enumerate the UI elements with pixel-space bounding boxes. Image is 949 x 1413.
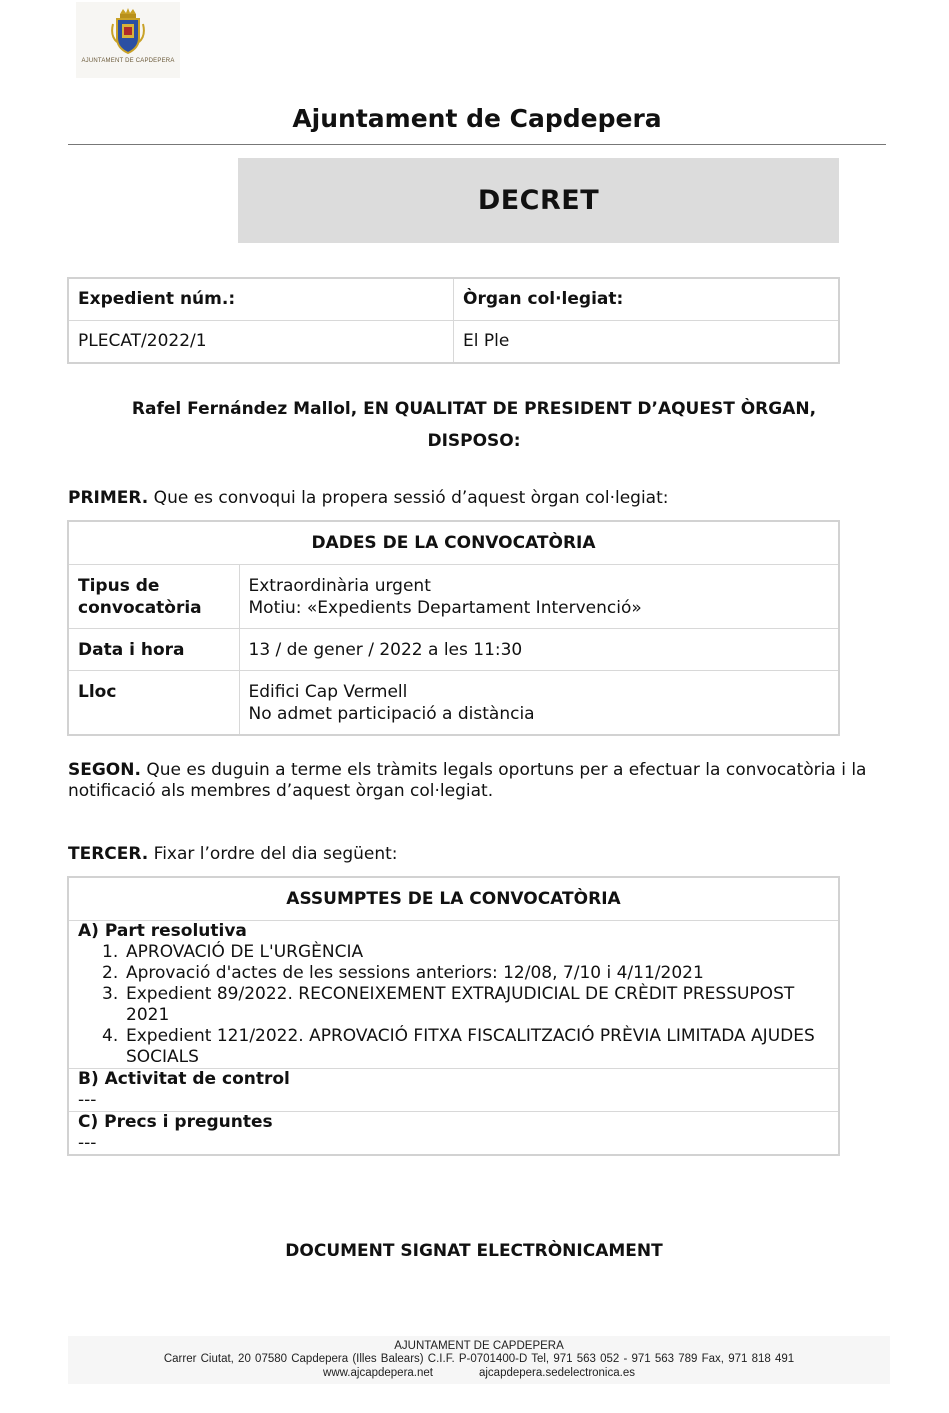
expedient-table	[67, 277, 840, 364]
part-b-content: ---	[78, 1090, 97, 1110]
table-row	[68, 671, 839, 736]
primer-label: PRIMER.	[68, 488, 149, 508]
president-statement	[68, 393, 880, 457]
row-value: Edifici Cap Vermell No admet participació a distància	[239, 671, 839, 736]
part-a	[68, 921, 839, 1069]
list-item: APROVACIÓ DE L'URGÈNCIA	[126, 942, 364, 962]
segon-label: SEGON.	[68, 760, 141, 780]
row-value: Extraordinària urgent Motiu: «Expedients Departament Intervenció»	[239, 565, 839, 629]
document-type: DECRET	[477, 185, 600, 216]
coat-of-arms-icon	[109, 8, 147, 56]
segon-text: Que es duguin a terme els tràmits legals oportuns per a efectuar la convocatòria i la notificació als membres d’aquest òrgan col·legiat.	[68, 760, 867, 801]
convocatoria-header: DADES DE LA CONVOCATÒRIA	[68, 521, 839, 565]
primer-text: Que es convoqui la propera sessió d’aquest òrgan col·legiat:	[148, 488, 669, 508]
table-row	[68, 877, 839, 921]
footer-links	[68, 1367, 890, 1379]
list-item: Expedient 89/2022. RECONEIXEMENT EXTRAJUDICIAL DE CRÈDIT PRESSUPOST 2021	[126, 984, 795, 1025]
footer-contact: Carrer Ciutat, 20 07580 Capdepera (Illes Balears) C.I.F. P-0701400-D Tel, 971 563 052 - 971 563 789 Fax, 971 818 491	[163, 1353, 795, 1365]
organ-label: Òrgan col·legiat:	[454, 278, 840, 321]
table-row	[68, 278, 839, 321]
part-b-title: B) Activitat de control	[78, 1069, 290, 1089]
tercer-label: TERCER.	[68, 844, 149, 864]
row-label: Data i hora	[68, 629, 239, 671]
table-row	[68, 1069, 839, 1112]
list-item: Aprovació d'actes de les sessions anteriors: 12/08, 7/10 i 4/11/2021	[126, 963, 704, 983]
part-c-title: C) Precs i preguntes	[78, 1112, 273, 1132]
primer-paragraph	[68, 488, 898, 509]
part-a-title: A) Part resolutiva	[78, 921, 247, 941]
row-value: 13 / de gener / 2022 a les 11:30	[239, 629, 839, 671]
footer-org: AJUNTAMENT DE CAPDEPERA	[394, 1340, 564, 1352]
agenda-list	[102, 942, 829, 1068]
dispose-line: DISPOSO:	[427, 431, 521, 451]
row-label: Lloc	[68, 671, 239, 736]
part-c-content: ---	[78, 1133, 97, 1153]
part-c	[68, 1112, 839, 1156]
table-row	[68, 521, 839, 565]
footer	[68, 1336, 890, 1384]
list-item: Expedient 121/2022. APROVACIÓ FITXA FISCALITZACIÓ PRÈVIA LIMITADA AJUDES SOCIALS	[126, 1026, 815, 1067]
table-row	[68, 321, 839, 364]
president-line: Rafel Fernández Mallol, EN QUALITAT DE PRESIDENT D’AQUEST ÒRGAN,	[131, 399, 817, 419]
table-row	[68, 629, 839, 671]
logo-caption: AJUNTAMENT DE CAPDEPERA	[81, 58, 175, 64]
tercer-text: Fixar l’ordre del dia següent:	[148, 844, 398, 864]
convocatoria-table	[67, 520, 840, 736]
footer-sede-link[interactable]: ajcapdepera.sedelectronica.es	[478, 1367, 635, 1379]
table-row	[68, 921, 839, 1069]
organization-title: Ajuntament de Capdepera	[292, 104, 662, 133]
assumptes-table	[67, 876, 840, 1156]
signature-notice: DOCUMENT SIGNAT ELECTRÒNICAMENT	[285, 1241, 663, 1261]
row-label: Tipus de convocatòria	[68, 565, 239, 629]
logo	[76, 2, 180, 78]
part-b	[68, 1069, 839, 1112]
title-divider	[68, 144, 886, 145]
expedient-value: PLECAT/2022/1	[68, 321, 454, 364]
organ-value: El Ple	[454, 321, 840, 364]
segon-paragraph	[68, 760, 886, 802]
tercer-paragraph	[68, 844, 898, 865]
assumptes-header: ASSUMPTES DE LA CONVOCATÒRIA	[68, 877, 839, 921]
table-row	[68, 565, 839, 629]
document-type-banner	[238, 158, 839, 243]
footer-web-link[interactable]: www.ajcapdepera.net	[323, 1367, 433, 1379]
table-row	[68, 1112, 839, 1156]
expedient-label: Expedient núm.:	[68, 278, 454, 321]
